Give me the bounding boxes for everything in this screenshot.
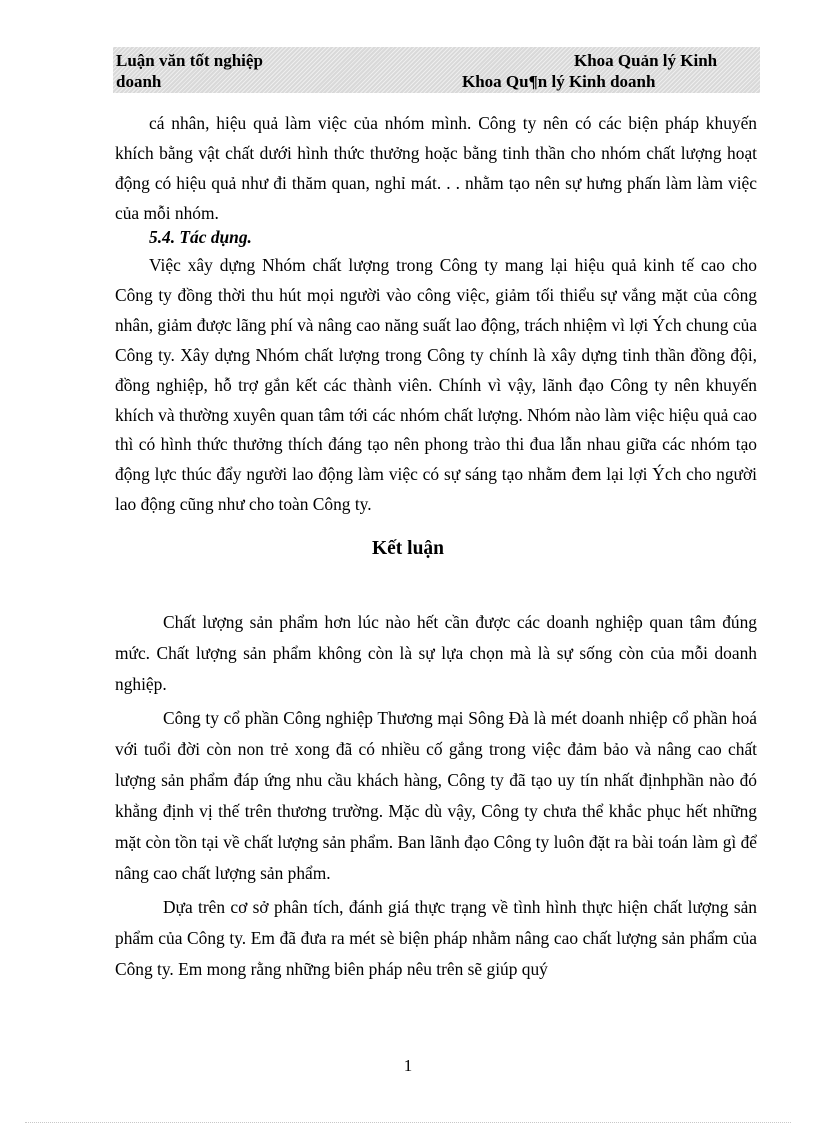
page-number: 1 <box>403 1056 413 1075</box>
paragraph-conclusion-2: Công ty cổ phần Công nghiệp Thương mại Sông Đà là mét doanh nhiệp cổ phần hoá với tuổi đời còn non trẻ xong đã có nhiều cố gắng trong việc đảm bảo và nâng cao chất lượng sản phẩm đáp ứng nhu cầu khách hàng, Công ty đã tạo uy tín nhất địnhphần nào đó khẳng định vị thế trên thương trường. Mặc dù vậy, Công ty chưa thể khắc phục hết những mặt còn tồn tại về chất lượng sản phẩm. Ban lãnh đạo Công ty luôn đặt ra bài toán làm gì để nâng cao chất lượng sản phẩm. <box>115 708 757 883</box>
paragraph-conclusion-1: Chất lượng sản phẩm hơn lúc nào hết cần được các doanh nghiệp quan tâm đúng mức. Chất lượng sản phẩm không còn là sự lựa chọn mà là sự sống còn của mỗi doanh nghiệp. <box>115 612 757 694</box>
paragraph-effects: Việc xây dựng Nhóm chất lượng trong Công ty mang lại hiệu quả kinh tế cao cho Công ty đồng thời thu hút mọi người vào công việc, giảm tối thiểu sự vắng mặt của công nhân, giảm được lãng phí và nâng cao năng suất lao động, trách nhiệm vì lợi Ých chung của Công ty. Xây dựng Nhóm chất lượng trong Công ty chính là xây dựng tinh thần đồng đội, đồng nghiệp, hỗ trợ gắn kết các thành viên. Chính vì vậy, lãnh đạo Công ty nên khuyến khích và thường xuyên quan tâm tới các nhóm chất lượng. Nhóm nào làm việc hiệu quả cao thì có hình thức thưởng thích đáng tạo nên phong trào thi đua lẫn nhau giữa các nhóm tạo động lực thúc đẩy người lao động làm việc có sự sáng tạo nhằm đem lại lợi Ých cho người lao động cũng như cho toàn Công ty. <box>115 255 757 515</box>
paragraph-conclusion-3: Dựa trên cơ sở phân tích, đánh giá thực trạng về tình hình thực hiện chất lượng sản phẩm của Công ty. Em đã đưa ra mét sè biện pháp nhằm nâng cao chất lượng sản phẩm của Công ty. Em mong rằng những biên pháp nêu trên sẽ giúp quý <box>115 897 757 979</box>
section-heading-5-4: 5.4. Tác dụng. <box>149 227 252 247</box>
paragraph-group-rewards: cá nhân, hiệu quả làm việc của nhóm mình. Công ty nên có các biện pháp khuyến khích bằng vật chất dưới hình thức thưởng hoặc bằng tinh thần cho nhóm chất lượng hoạt động có hiệu quả như đi thăm quan, nghỉ mát. . . nhằm tạo nên sự hưng phấn làm làm việc của mỗi nhóm. <box>115 113 757 223</box>
section-conclusion <box>115 607 757 988</box>
page-header <box>113 47 760 93</box>
header-thesis-title: Luận văn tốt nghiệp <box>116 51 263 70</box>
section-effects <box>115 251 757 520</box>
section-continuation <box>115 109 757 229</box>
header-thesis-title-continued: doanh <box>116 72 162 91</box>
header-faculty-name-garbled: Khoa Qu¶n lý Kinh doanh <box>462 72 656 91</box>
conclusion-heading: Kết luận <box>371 538 445 559</box>
header-faculty-name: Khoa Quản lý Kinh <box>574 51 718 70</box>
